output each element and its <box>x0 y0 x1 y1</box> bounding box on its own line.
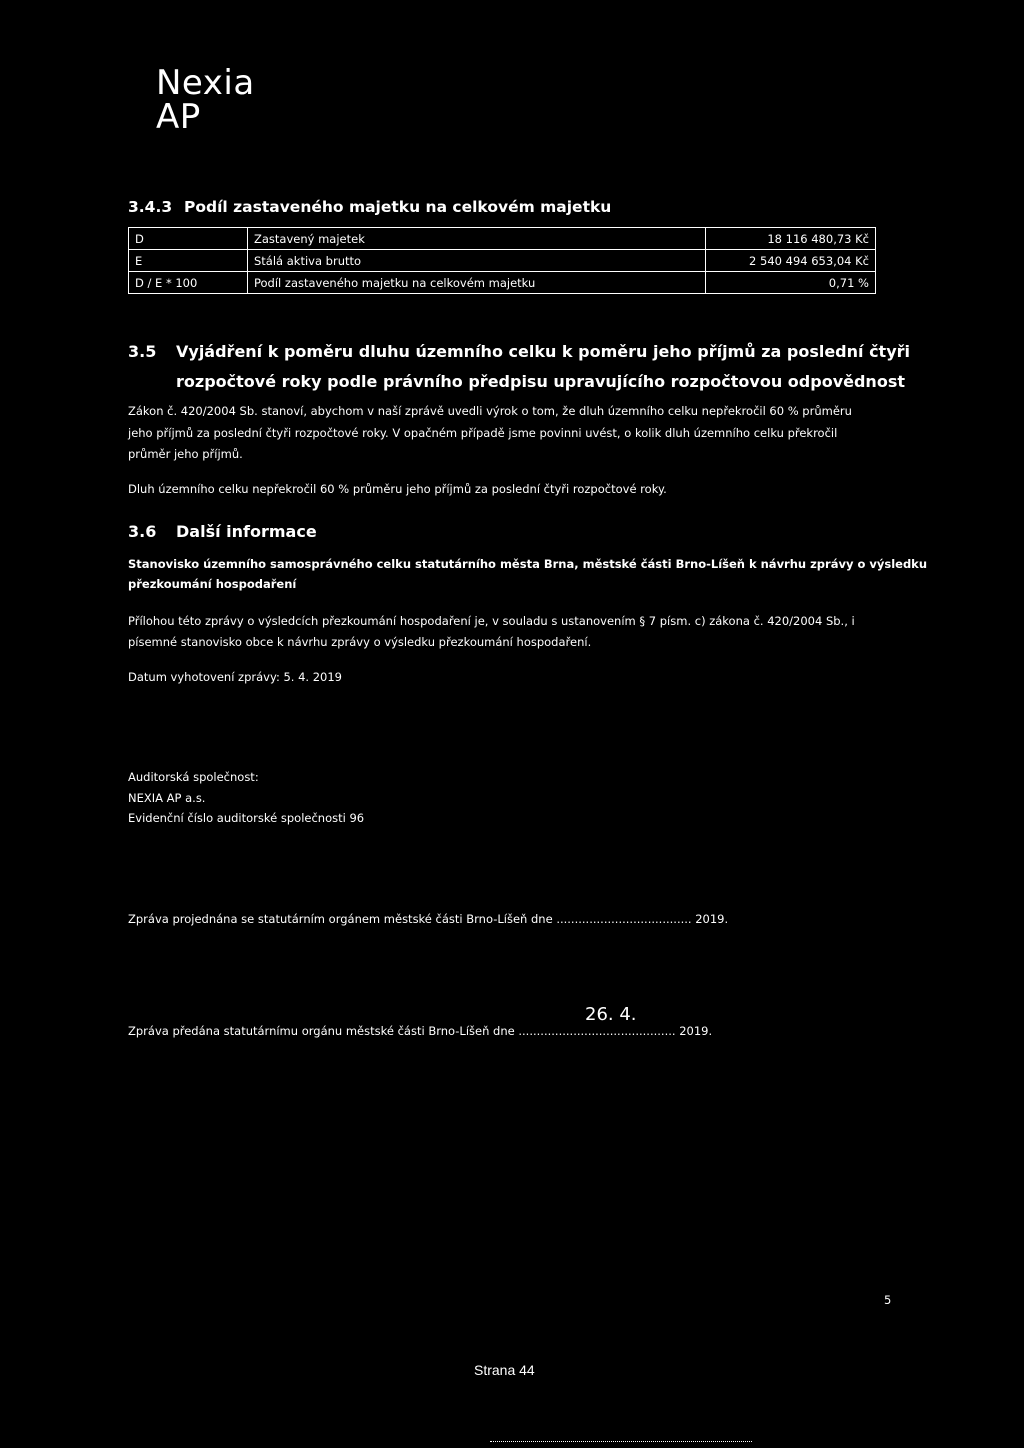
row-code: D <box>129 228 248 250</box>
section-35-para1-line2: jeho příjmů za poslední čtyři rozpočtové roky. V opačném případě jsme povinni uvést, o kolik dluh územního celku překročil <box>128 426 838 440</box>
section-36-title: Další informace <box>176 522 317 541</box>
section-35-title-line1: Vyjádření k poměru dluhu územního celku k poměru jeho příjmů za poslední čtyři <box>176 342 911 361</box>
auditor-label: Auditorská společnost: <box>128 770 259 784</box>
auditor-name: NEXIA AP a.s. <box>128 791 206 805</box>
handed-dots: ........................................... <box>518 1024 676 1038</box>
row-value: 0,71 % <box>706 272 876 294</box>
section-35-heading <box>128 342 910 361</box>
row-label: Zastavený majetek <box>248 228 706 250</box>
logo-line-1: Nexia <box>156 63 255 103</box>
page-label: Strana 44 <box>474 1362 535 1378</box>
section-35-para2: Dluh územního celku nepřekročil 60 % průměru jeho příjmů za poslední čtyři rozpočtové roky. <box>128 482 667 496</box>
signature-line <box>490 1441 752 1442</box>
section-36-para-line1: Přílohou této zprávy o výsledcích přezkoumání hospodaření je, v souladu s ustanovením § 7 písm. c) zákona č. 420/2004 Sb., i <box>128 614 855 628</box>
row-label: Stálá aktiva brutto <box>248 250 706 272</box>
report-date: Datum vyhotovení zprávy: 5. 4. 2019 <box>128 670 342 684</box>
logo-line-2: AP <box>156 97 201 137</box>
auditor-registration: Evidenční číslo auditorské společnosti 96 <box>128 811 365 825</box>
section-35-title-line2: rozpočtové roky podle právního předpisu upravujícího rozpočtovou odpovědnost <box>176 372 905 391</box>
handwritten-date: 26. 4. <box>585 1004 637 1025</box>
section-36-number: 3.6 <box>128 522 157 541</box>
section-343-number: 3.4.3 <box>128 198 173 216</box>
row-value: 18 116 480,73 Kč <box>706 228 876 250</box>
section-343-title: Podíl zastaveného majetku na celkovém majetku <box>184 198 612 216</box>
handed-note <box>128 1021 712 1041</box>
section-343-heading <box>128 198 611 216</box>
page-mark: 5 <box>884 1293 892 1307</box>
section-36-bold-line2: přezkoumání hospodaření <box>128 577 297 591</box>
section-36-heading <box>128 522 317 541</box>
handed-suffix: 2019. <box>679 1024 713 1038</box>
discussed-dots: ..................................... <box>556 912 692 926</box>
discussed-suffix: 2019. <box>695 912 729 926</box>
section-35-number: 3.5 <box>128 342 157 361</box>
row-code: E <box>129 250 248 272</box>
nexia-logo <box>156 63 255 137</box>
pledged-assets-table <box>128 227 876 294</box>
section-35-para1-line3: průměr jeho příjmů. <box>128 447 243 461</box>
handed-prefix: Zpráva předána statutárnímu orgánu městské části Brno-Líšeň dne <box>128 1024 515 1038</box>
row-code: D / E * 100 <box>129 272 248 294</box>
discussed-note <box>128 909 728 929</box>
row-label: Podíl zastaveného majetku na celkovém majetku <box>248 272 706 294</box>
section-36-para-line2: písemné stanovisko obce k návrhu zprávy o výsledku přezkoumání hospodaření. <box>128 635 592 649</box>
section-35-para1-line1: Zákon č. 420/2004 Sb. stanoví, abychom v naší zprávě uvedli výrok o tom, že dluh územního celku nepřekročil 60 % průměru <box>128 404 852 418</box>
table-row <box>129 250 876 272</box>
discussed-prefix: Zpráva projednána se statutárním orgánem městské části Brno-Líšeň dne <box>128 912 553 926</box>
table-row <box>129 228 876 250</box>
row-value: 2 540 494 653,04 Kč <box>706 250 876 272</box>
section-36-bold-line1: Stanovisko územního samosprávného celku statutárního města Brna, městské části Brno-Líšeň k návrhu zprávy o výsledku <box>128 557 928 571</box>
table-row <box>129 272 876 294</box>
